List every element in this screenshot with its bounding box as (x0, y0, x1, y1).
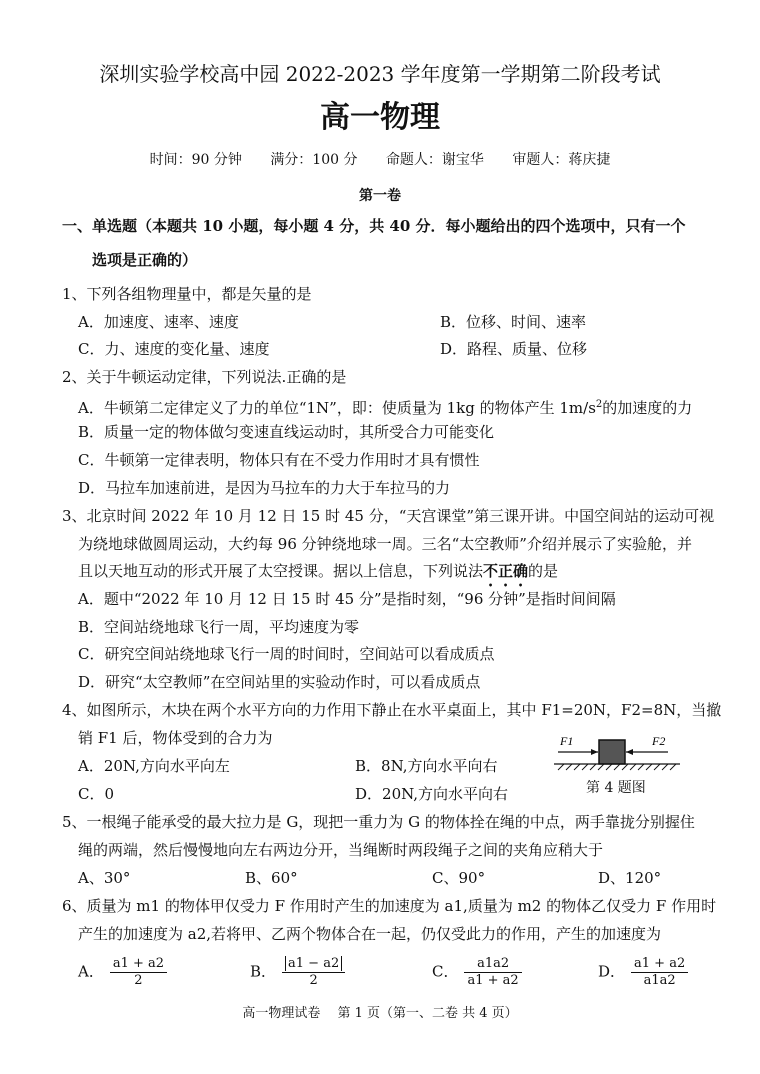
q5-option-b: B、60° (245, 869, 298, 887)
q1-option-a: A．加速度、速率、速度 (78, 313, 239, 331)
q4-figure-f2-label: F2 (652, 734, 666, 748)
q4-figure-caption: 第 4 题图 (586, 780, 646, 796)
q1-option-d: D．路程、质量、位移 (440, 340, 588, 358)
q5-stem-line2: 绳的两端，然后慢慢地向左右两边分开，当绳断时两段绳子之间的夹角应稍大于 (78, 841, 604, 859)
page-footer: 高一物理试卷 第 1 页（第一、二卷 共 4 页） (242, 1006, 518, 1021)
q4-figure-f1-label: F1 (560, 734, 574, 748)
q2-option-a-text: A．牛顿第二定律定义了力的单位“1N”，即：使质量为 1kg 的物体产生 1m/s (78, 399, 596, 417)
q3-option-b: B．空间站绕地球飞行一周，平均速度为零 (78, 618, 360, 636)
subject-title: 高一物理 (320, 100, 440, 135)
q6-option-a-label: A． (78, 962, 104, 981)
q6-option-c-numerator: a1a2 (464, 956, 521, 973)
q5-option-a: A、30° (78, 869, 131, 887)
part1-heading-cont: 选项是正确的） (92, 251, 198, 269)
q2-stem: 2、关于牛顿运动定律，下列说法.正确的是 (62, 368, 347, 386)
q6-stem-line1: 6、质量为 m1 的物体甲仅受力 F 作用时产生的加速度为 a1,质量为 m2 的物体乙仅受力 F 作用时 (62, 897, 717, 915)
q5-stem-line1: 5、一根绳子能承受的最大拉力是 G，现把一重力为 G 的物体拴在绳的中点，两手靠拢分别握住 (62, 813, 695, 831)
section-title: 第一卷 (359, 188, 401, 204)
q6-option-d-numerator: a1 + a2 (631, 956, 688, 973)
exam-author: 命题人：谢宝华 (385, 152, 484, 168)
q4-figure-ground-hatch (558, 764, 676, 770)
q4-figure-block (599, 740, 625, 764)
q4-stem-line1: 4、如图所示，木块在两个水平方向的力作用下静止在水平桌面上，其中 F1=20N，F2=8N，当撤 (62, 701, 722, 719)
q6-option-b-label: B． (250, 962, 277, 981)
q1-option-c: C．力、速度的变化量、速度 (78, 340, 270, 358)
exam-title: 深圳实验学校高中园 2022-2023 学年度第一学期第二阶段考试 (99, 62, 661, 86)
q6-option-b-numerator: a1 − a2 (285, 956, 342, 971)
q6-option-c (432, 956, 522, 989)
q3-option-c: C．研究空间站绕地球飞行一周的时间时，空间站可以看成质点 (78, 645, 495, 663)
q2-option-c: C．牛顿第一定律表明，物体只有在不受力作用时才具有惯性 (78, 451, 480, 469)
q6-stem-line2: 产生的加速度为 a2,若将甲、乙两个物体合在一起，仍仅受此力的作用，产生的加速度为 (78, 925, 662, 943)
q4-figure (548, 730, 688, 774)
q6-option-d-denominator: a1a2 (643, 973, 676, 988)
q6-option-a-denominator: 2 (134, 973, 143, 988)
q6-option-c-label: C． (432, 962, 459, 981)
q2-option-a-tail: 的加速度的力 (602, 399, 693, 417)
q3-option-a: A．题中“2022 年 10 月 12 日 15 时 45 分”是指时刻，“96 分钟”是指时间间隔 (78, 590, 616, 608)
q1-option-b: B．位移、时间、速率 (440, 313, 587, 331)
q4-figure-f1-arrowhead (591, 749, 598, 755)
q6-option-d-fraction (631, 956, 688, 989)
q6-option-b-fraction (282, 956, 345, 989)
q2-option-b: B．质量一定的物体做匀变速直线运动时，其所受合力可能变化 (78, 423, 495, 441)
exam-info (0, 150, 760, 170)
q5-option-d: D、120° (598, 869, 662, 887)
q3-stem-line2: 为绕地球做圆周运动，大约每 96 分钟绕地球一周。三名“太空教师”介绍并展示了实验舱，并 (78, 535, 692, 553)
q6-option-d (598, 956, 688, 989)
q6-option-a-numerator: a1 + a2 (110, 956, 167, 973)
q4-stem-line2: 销 F1 后，物体受到的合力为 (78, 729, 273, 747)
q6-option-a-fraction (110, 956, 167, 989)
q3-stem-line3 (78, 561, 558, 590)
q3-option-d: D．研究“太空教师”在空间站里的实验动作时，可以看成质点 (78, 673, 481, 691)
q2-option-a (78, 395, 692, 418)
q2-option-a-sup: 2 (595, 399, 603, 410)
q6-option-c-fraction (464, 956, 521, 989)
q2-option-d: D．马拉车加速前进，是因为马拉车的力大于车拉马的力 (78, 479, 451, 497)
q4-option-d: D．20N,方向水平向右 (355, 785, 509, 803)
part1-heading: 一、单选题（本题共 10 小题，每小题 4 分，共 40 分．每小题给出的四个选项中，只有一个 (62, 217, 686, 235)
q4-option-b: B．8N,方向水平向右 (355, 757, 498, 775)
q5-option-c: C、90° (432, 869, 486, 887)
q6-option-a (78, 956, 167, 989)
q6-option-b (250, 956, 345, 989)
exam-reviewer: 审题人：蒋庆捷 (512, 152, 611, 168)
q4-option-a: A．20N,方向水平向左 (78, 757, 230, 775)
q3-stem-line3-post: 的是 (528, 562, 559, 580)
q4-option-c: C．0 (78, 785, 115, 803)
q3-emphasis: 不正确 (483, 562, 529, 580)
q3-stem-line3-pre: 且以天地互动的形式开展了太空授课。据以上信息，下列说法 (78, 562, 484, 580)
q4-figure-f2-arrowhead (626, 749, 633, 755)
q6-option-d-label: D． (598, 962, 626, 981)
q1-stem: 1、下列各组物理量中，都是矢量的是 (62, 285, 312, 303)
exam-score: 满分：100 分 (270, 152, 358, 168)
q6-option-c-denominator: a1 + a2 (467, 973, 519, 988)
q6-option-b-denominator: 2 (309, 973, 318, 988)
exam-time: 时间：90 分钟 (149, 152, 242, 168)
q3-stem-line1: 3、北京时间 2022 年 10 月 12 日 15 时 45 分，“天宫课堂”第三课开讲。中国空间站的运动可视 (62, 507, 715, 525)
q6-option-b-numerator-wrap (282, 956, 345, 973)
